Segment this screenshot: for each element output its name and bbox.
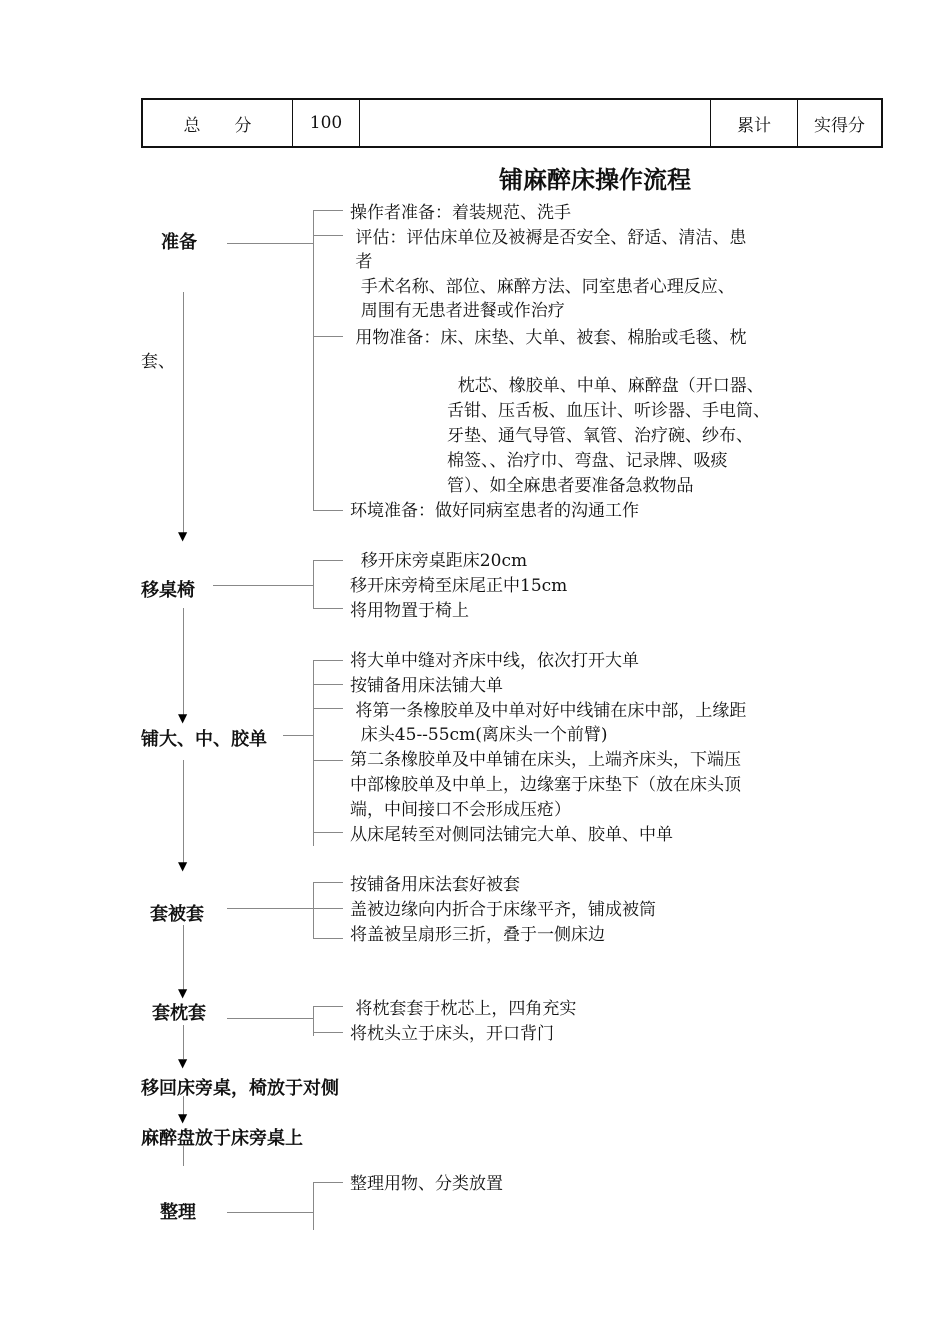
prepare-item: 牙垫、通气导管、氧管、治疗碗、纱布、 — [447, 426, 753, 446]
bracket-line — [313, 560, 314, 608]
flow-line — [183, 608, 184, 716]
move-item: 移开床旁桌距床20cm — [350, 551, 528, 571]
move-item: 将用物置于椅上 — [350, 601, 469, 621]
step-tray: 麻醉盘放于床旁桌上 — [141, 1128, 303, 1149]
step-move-table: 移桌椅 — [141, 580, 195, 601]
step-lay-sheets — [141, 725, 267, 751]
cumulative-label: 累计 — [711, 99, 798, 147]
connector — [313, 882, 343, 883]
total-label: 总 分 — [142, 99, 293, 147]
down-arrow-icon: ▼ — [178, 986, 188, 1000]
connector — [313, 210, 343, 211]
flow-line — [183, 1025, 184, 1059]
connector — [313, 708, 343, 709]
down-arrow-icon: ▼ — [178, 1056, 188, 1070]
step-tidy: 整理 — [160, 1202, 196, 1223]
step-pillow: 套枕套 — [152, 1003, 206, 1024]
prepare-item: 者 — [350, 252, 373, 272]
stray-text: 套、 — [141, 352, 175, 372]
connector — [313, 1032, 343, 1033]
sheet-item: 第二条橡胶单及中单铺在床头，上端齐床头，下端压 — [350, 750, 741, 770]
connector — [313, 235, 343, 236]
sheet-item: 将第一条橡胶单及中单对好中线铺在床中部，上缘距 — [350, 701, 747, 721]
down-arrow-icon: ▼ — [178, 711, 188, 725]
quilt-item: 将盖被呈扇形三折，叠于一侧床边 — [350, 925, 605, 945]
prepare-item: 操作者准备：着装规范、洗手 — [350, 203, 571, 223]
connector — [227, 908, 313, 909]
quilt-item: 盖被边缘向内折合于床缘平齐，铺成被筒 — [350, 900, 656, 920]
connector — [313, 336, 343, 337]
score-table — [141, 98, 883, 148]
quilt-item: 按铺备用床法套好被套 — [350, 875, 520, 895]
connector — [313, 510, 343, 511]
flow-line — [183, 292, 184, 534]
bracket-line — [313, 660, 314, 846]
move-item: 移开床旁椅至床尾正中15cm — [350, 576, 568, 596]
sheet-item: 将大单中缝对齐床中线，依次打开大单 — [350, 651, 639, 671]
down-arrow-icon: ▼ — [178, 1111, 188, 1125]
connector — [313, 832, 343, 833]
sheet-item: 端，中间接口不会形成压疮） — [350, 800, 571, 820]
pillow-item: 将枕套套于枕芯上，四角充实 — [350, 999, 577, 1019]
connector — [313, 1182, 343, 1183]
actual-score-label: 实得分 — [798, 99, 883, 147]
step-quilt: 套被套 — [150, 904, 204, 925]
connector — [313, 760, 343, 761]
flow-line — [183, 925, 184, 991]
prepare-item: 管）、如全麻患者要准备急救物品 — [447, 476, 694, 496]
connector — [213, 585, 313, 586]
prepare-item: 手术名称、部位、麻醉方法、同室患者心理反应、 — [350, 277, 735, 297]
blank-cell — [360, 99, 711, 147]
sheet-item: 中部橡胶单及中单上，边缘塞于床垫下（放在床头顶 — [350, 775, 741, 795]
connector — [313, 660, 343, 661]
sheet-item: 按铺备用床法铺大单 — [350, 676, 503, 696]
prepare-item: 用物准备：床、床垫、大单、被套、棉胎或毛毯、枕 — [350, 328, 747, 348]
connector — [313, 560, 343, 561]
page-title: 铺麻醉床操作流程 — [499, 166, 691, 194]
prepare-item: 枕芯、橡胶单、中单、麻醉盘（开口器、 — [447, 376, 764, 396]
connector — [313, 1006, 343, 1007]
sheet-item: 床头45--55cm(离床头一个前臂) — [350, 725, 608, 745]
prepare-item: 舌钳、压舌板、血压计、听诊器、手电筒、 — [447, 401, 770, 421]
step-return-table: 移回床旁桌，椅放于对侧 — [141, 1078, 339, 1099]
flow-line — [183, 760, 184, 864]
prepare-item: 周围有无患者进餐或作治疗 — [350, 301, 565, 321]
down-arrow-icon: ▼ — [178, 529, 188, 543]
connector — [227, 243, 313, 244]
connector — [227, 1212, 313, 1213]
pillow-item: 将枕头立于床头，开口背门 — [350, 1024, 554, 1044]
bracket-line — [313, 1182, 314, 1230]
tidy-item: 整理用物、分类放置 — [350, 1174, 503, 1194]
bracket-line — [313, 882, 314, 938]
connector — [283, 735, 313, 736]
connector — [313, 938, 343, 939]
total-value: 100 — [293, 99, 360, 147]
sheet-item: 从床尾转至对侧同法铺完大单、胶单、中单 — [350, 825, 673, 845]
step-prepare: 准备 — [161, 232, 197, 253]
prepare-item: 环境准备：做好同病室患者的沟通工作 — [350, 501, 639, 521]
prepare-item: 评估：评估床单位及被褥是否安全、舒适、清洁、患 — [350, 228, 747, 248]
connector — [227, 1018, 313, 1019]
down-arrow-icon: ▼ — [178, 859, 188, 873]
prepare-item: 棉签、、治疗巾、弯盘、记录牌、吸痰 — [447, 451, 728, 471]
step-lay-sheets-label: 铺大、中、胶单 — [141, 729, 267, 750]
connector — [313, 608, 343, 609]
bracket-line — [313, 210, 314, 510]
connector — [313, 908, 343, 909]
connector — [313, 684, 343, 685]
